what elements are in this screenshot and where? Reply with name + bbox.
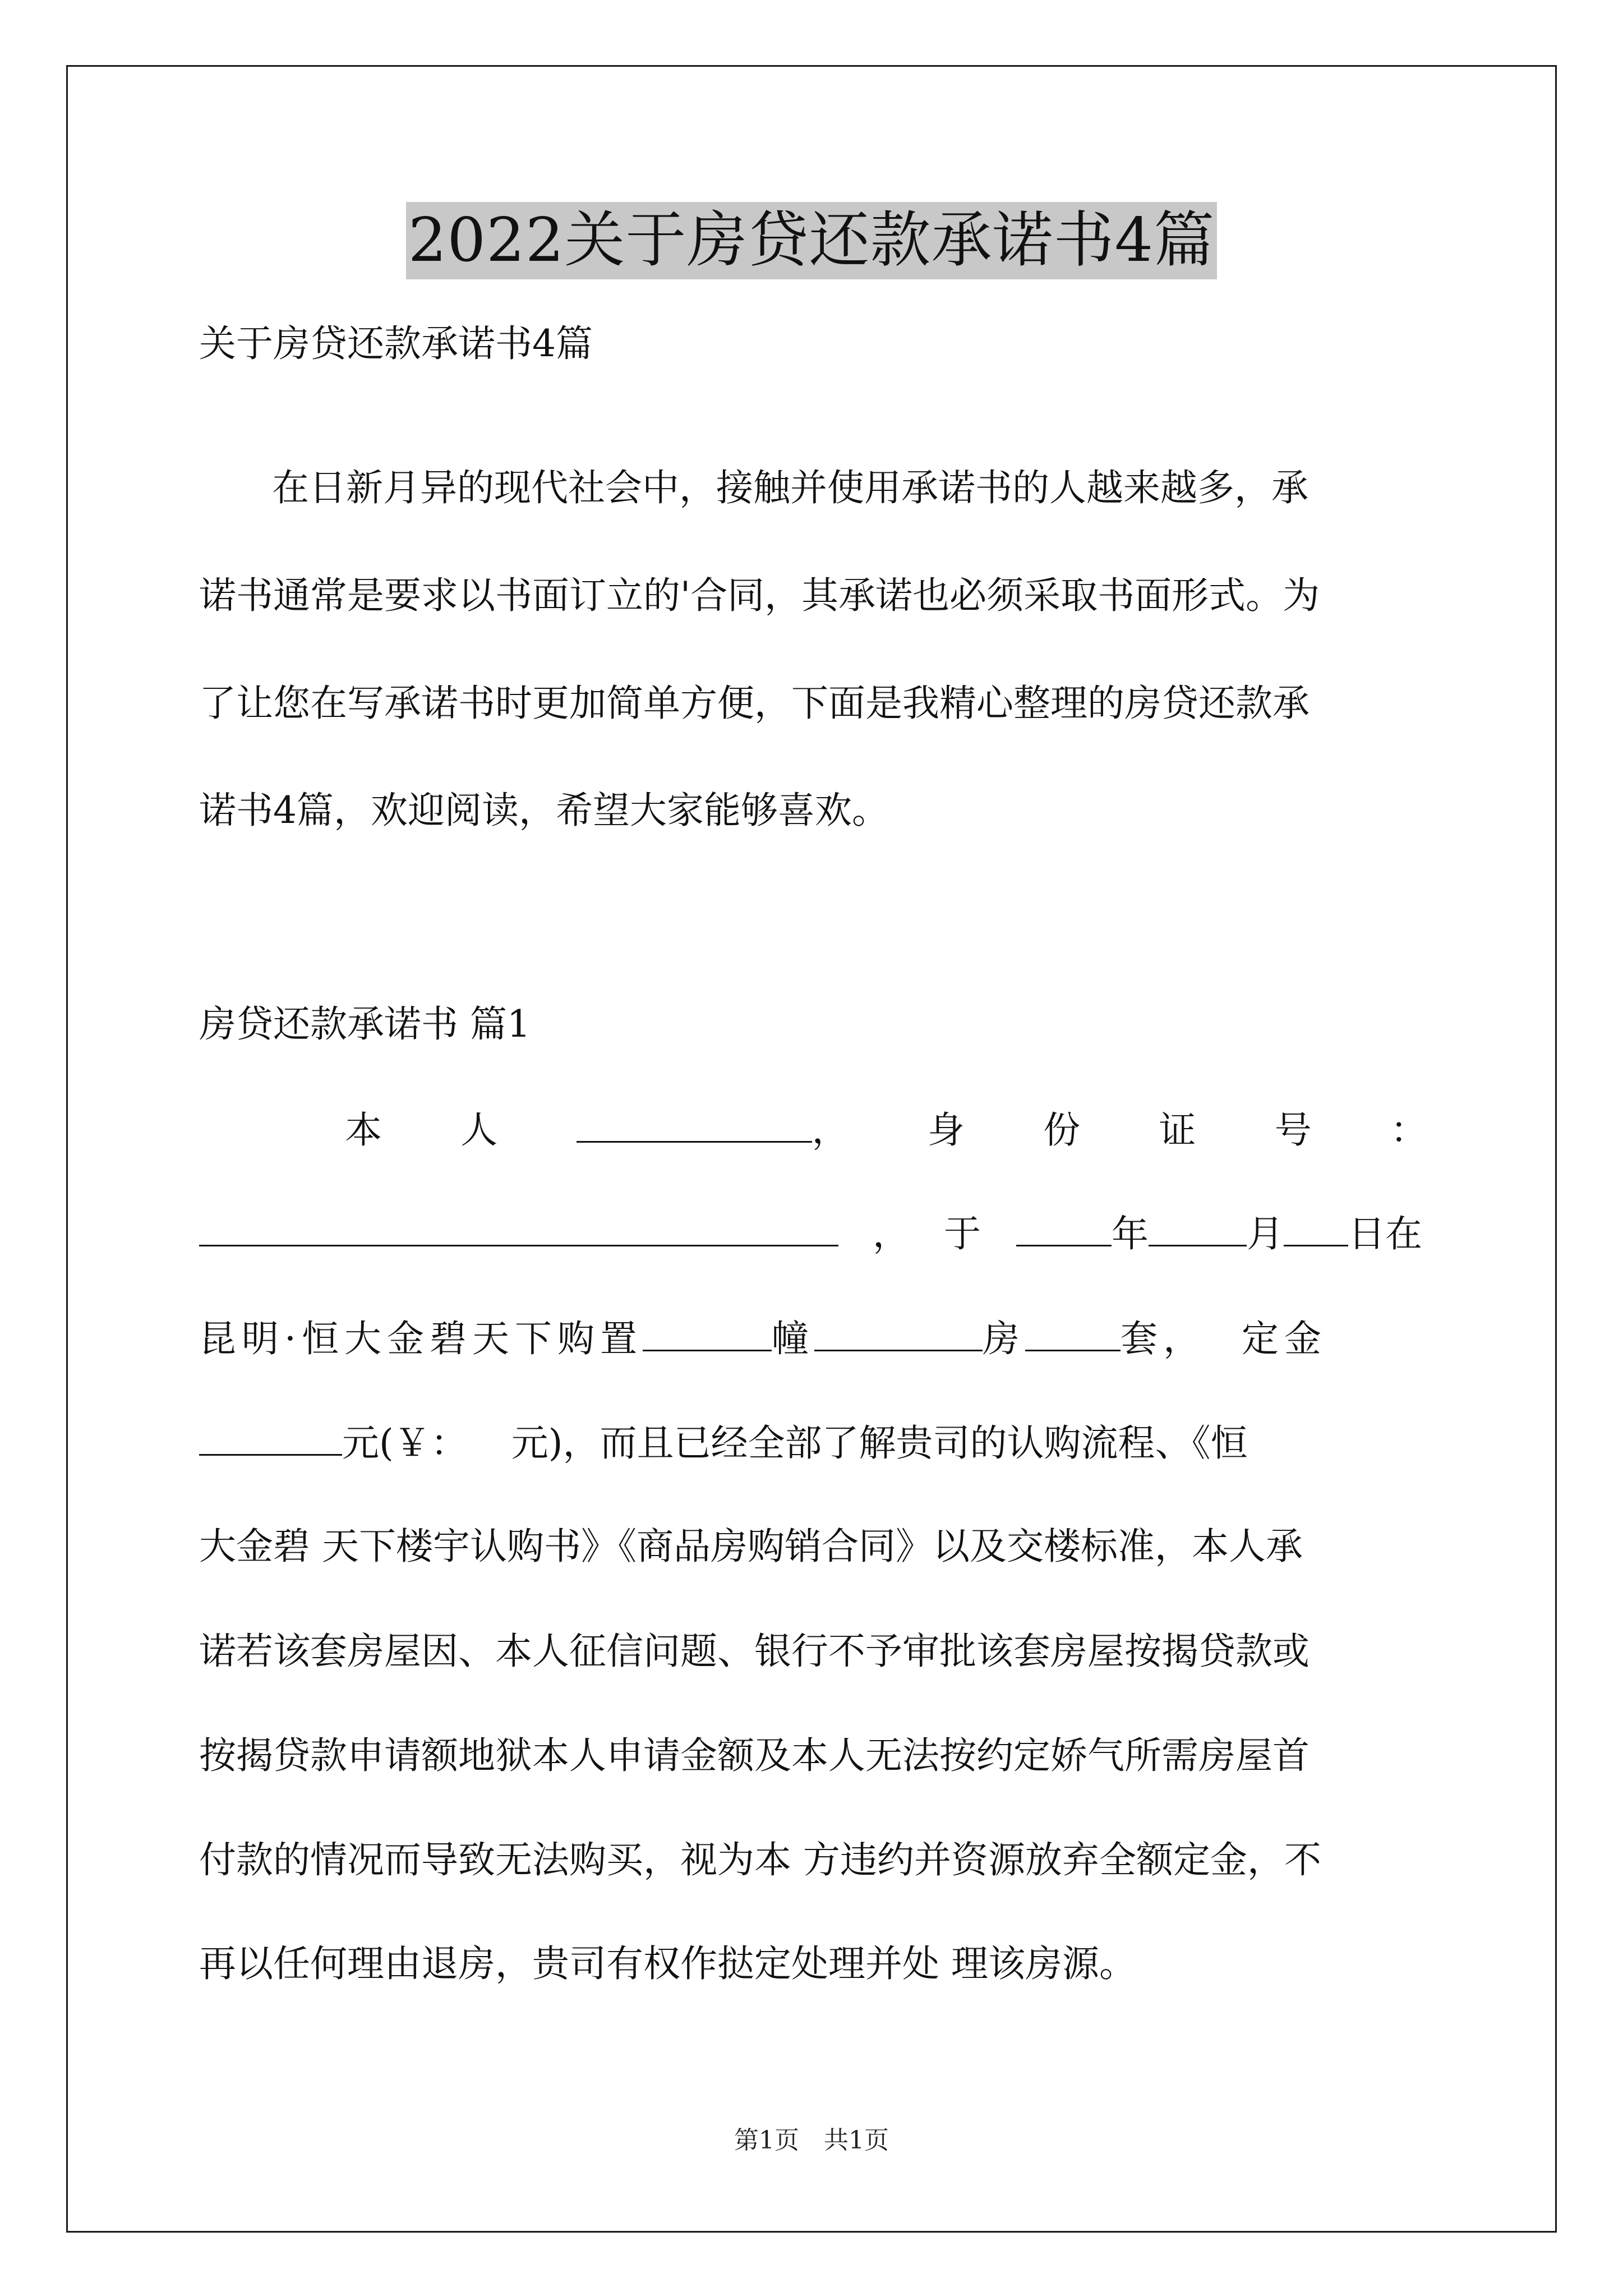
name-field: ， <box>577 1105 849 1156</box>
text-ben: 本 <box>345 1108 382 1152</box>
building-field <box>643 1315 772 1351</box>
unit-count-field <box>1025 1315 1121 1351</box>
text-fen: 份 <box>1043 1108 1081 1152</box>
body-line-7: 按揭贷款申请额地狱本人申请金额及本人无法按约定娇气所需房屋首 <box>199 1734 1310 1777</box>
body-line-6: 诺若该套房屋因、本人征信问题、银行不予审批该套房屋按揭贷款或 <box>199 1630 1310 1673</box>
text-dingjin: 定金 <box>1241 1317 1327 1360</box>
text-yuan-close: 元) <box>511 1421 563 1465</box>
text-hao: 号 <box>1274 1108 1312 1152</box>
text-row4-rest: ，而且已经全部了解贵司的认购流程、《恒 <box>562 1421 1248 1465</box>
document-title: 2022关于房贷还款承诺书4篇 <box>406 202 1218 279</box>
text-ren: 人 <box>460 1108 498 1152</box>
text-location: 昆明·恒大金碧天下购置 <box>199 1317 643 1360</box>
body-row-3 <box>199 1314 1427 1364</box>
intro-line-1: 在日新月异的现代社会中，接触并使用承诺书的人越来越多，承 <box>272 466 1308 509</box>
text-yu: 于 <box>943 1212 981 1255</box>
text-colon: ： <box>1390 1108 1427 1152</box>
text-fang: 房 <box>982 1317 1025 1360</box>
text-zheng: 证 <box>1159 1108 1196 1152</box>
body-row-1 <box>199 1105 1427 1156</box>
body-line-9: 再以任何理由退房，贵司有权作挞定处理并处 理该房源。 <box>199 1942 1136 1985</box>
text-yue: 月 <box>1246 1212 1284 1255</box>
body-line-8: 付款的情况而导致无法购买，视为本 方违约并资源放弃全额定金，不 <box>199 1838 1321 1881</box>
text-zhuang: 幢 <box>771 1317 814 1360</box>
year-field <box>1016 1210 1112 1246</box>
text-yuan-open: 元(￥： <box>342 1421 468 1465</box>
deposit-field <box>199 1419 342 1456</box>
title-block <box>0 202 1623 279</box>
text-comma: ， <box>872 1212 910 1255</box>
id-number-field <box>199 1210 838 1246</box>
text-shen: 身 <box>927 1108 965 1152</box>
intro-line-4: 诺书4篇，欢迎阅读，希望大家能够喜欢。 <box>199 789 889 832</box>
body-row-2 <box>199 1209 1427 1259</box>
text-ri-zai: 日在 <box>1348 1212 1422 1255</box>
month-field <box>1149 1210 1247 1246</box>
section-heading: 房贷还款承诺书 篇1 <box>199 1002 531 1046</box>
body-line-5: 大金碧 天下楼宇认购书》《商品房购销合同》以及交楼标准，本人承 <box>199 1525 1303 1568</box>
text-nian: 年 <box>1111 1212 1149 1255</box>
text-tao: 套， <box>1120 1317 1206 1360</box>
intro-line-2: 诺书通常是要求以书面订立的'合同，其承诺也必须采取书面形式。为 <box>199 574 1320 617</box>
document-subtitle: 关于房贷还款承诺书4篇 <box>199 322 593 365</box>
body-row-4 <box>199 1418 1427 1469</box>
day-field <box>1284 1210 1348 1246</box>
intro-line-3: 了让您在写承诺书时更加简单方便，下面是我精心整理的房贷还款承 <box>199 682 1310 725</box>
room-field <box>814 1315 983 1351</box>
page-footer: 第1页 共1页 <box>734 2126 889 2155</box>
